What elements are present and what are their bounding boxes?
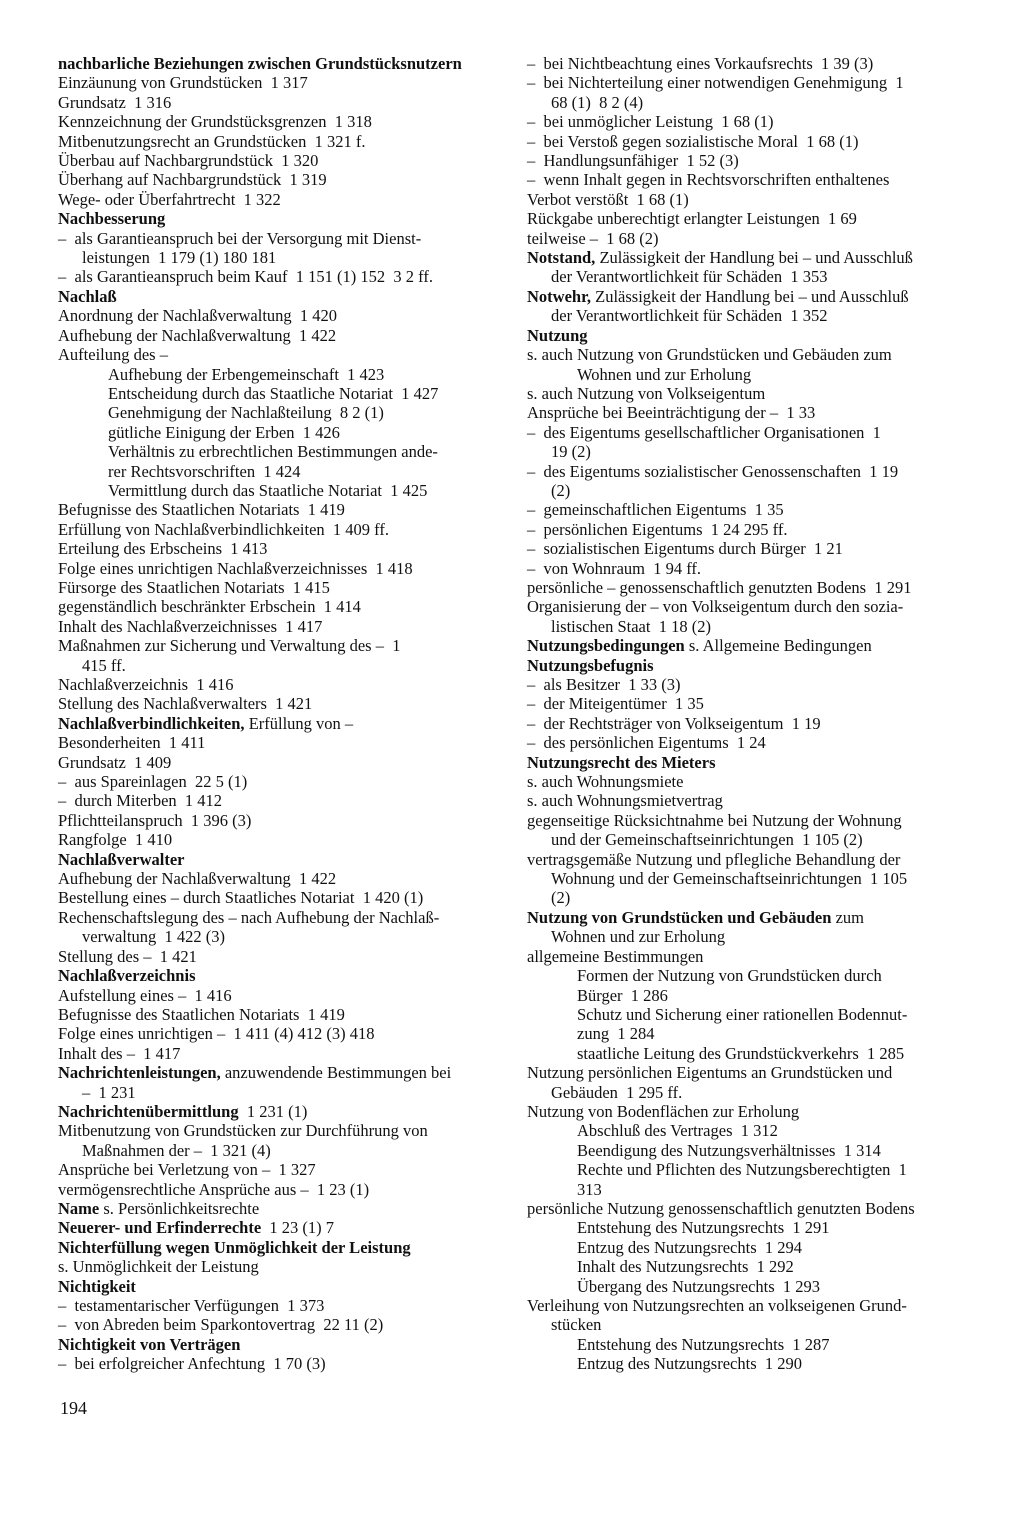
index-heading-line	[527, 326, 967, 345]
index-entry-text: – bei Nichterteilung einer notwendigen Genehmigung 1	[527, 73, 904, 93]
index-entry-line	[58, 1121, 498, 1140]
index-entry-line	[527, 403, 967, 422]
index-entry-line	[527, 986, 967, 1005]
index-entry-text: – bei unmöglicher Leistung 1 68 (1)	[527, 112, 774, 132]
index-entry-line	[58, 559, 498, 578]
index-entry-line	[527, 1238, 967, 1257]
index-entry-text: stücken	[551, 1315, 602, 1335]
index-entry-text: Überbau auf Nachbargrundstück 1 320	[58, 151, 319, 171]
index-entry-text: s. Unmöglichkeit der Leistung	[58, 1257, 259, 1277]
index-entry-line	[58, 112, 498, 131]
index-entry-text: 1 231 (1)	[238, 1101, 308, 1121]
index-entry-text: Übergang des Nutzungsrechts 1 293	[577, 1276, 821, 1296]
page-number: 194	[60, 1398, 87, 1418]
index-entry-text: Bestellung eines – durch Staatliches Notariat 1 420 (1)	[58, 888, 424, 908]
index-entry-line	[527, 617, 967, 636]
index-heading: Nachbesserung	[58, 209, 166, 229]
index-entry-line	[527, 1315, 967, 1334]
index-entry-line	[527, 1024, 967, 1043]
index-entry-text: Nachlaßverzeichnis 1 416	[58, 675, 234, 694]
index-entry-line	[58, 267, 498, 286]
index-heading: Nachlaß	[58, 286, 117, 306]
index-heading-line	[527, 248, 967, 267]
index-entry-text: Organisierung der – von Volkseigentum durch den sozia-	[527, 597, 904, 617]
index-entry-text: – 1 231	[82, 1082, 136, 1102]
index-entry-text: Kennzeichnung der Grundstücksgrenzen 1 318	[58, 112, 372, 132]
index-entry-text: Rückgabe unberechtigt erlangter Leistungen 1 69	[527, 209, 857, 229]
index-entry-text: Überhang auf Nachbargrundstück 1 319	[58, 170, 327, 190]
index-entry-text: Mitbenutzung von Grundstücken zur Durchführung von	[58, 1121, 428, 1141]
index-entry-text: allgemeine Bestimmungen	[527, 946, 704, 966]
index-entry-text: Besonderheiten 1 411	[58, 733, 206, 753]
index-entry-text: persönliche – genossenschaftlich genutzten Bodens 1 291	[527, 577, 912, 597]
index-entry-line	[527, 306, 967, 325]
index-entry-text: rer Rechtsvorschriften 1 424	[108, 461, 301, 481]
index-entry-text: – wenn Inhalt gegen in Rechtsvorschriften enthaltenes	[527, 170, 890, 190]
index-entry-line	[527, 1218, 967, 1237]
index-heading-line	[58, 1199, 498, 1218]
index-heading-line	[58, 1335, 498, 1354]
index-entry-text: Ansprüche bei Verletzung von – 1 327	[58, 1160, 316, 1180]
index-entry-line	[58, 636, 498, 655]
index-heading-line	[58, 54, 498, 73]
index-heading-line	[58, 1102, 498, 1121]
index-entry-text: und der Gemeinschaftseinrichtungen 1 105 (2)	[551, 830, 863, 850]
index-heading: Nutzung von Grundstücken und Gebäuden	[527, 907, 832, 927]
index-entry-line	[527, 1005, 967, 1024]
index-heading-line	[527, 908, 967, 927]
index-heading-line	[58, 714, 498, 733]
index-entry-line	[58, 190, 498, 209]
index-entry-line	[58, 326, 498, 345]
index-entry-text: Befugnisse des Staatlichen Notariats 1 419	[58, 500, 345, 520]
index-entry-text: Befugnisse des Staatlichen Notariats 1 419	[58, 1004, 345, 1024]
index-entry-text: – als Garantieanspruch bei der Versorgung mit Dienst-	[58, 228, 422, 248]
index-entry-text: Bürger 1 286	[577, 985, 668, 1005]
index-entry-text: zum	[831, 907, 864, 927]
index-entry-text: s. auch Wohnungsmiete	[527, 772, 684, 792]
index-entry-line	[58, 384, 498, 403]
index-heading: Neuerer- und Erfinderrechte	[58, 1218, 262, 1238]
index-entry-line	[58, 791, 498, 810]
index-entry-line	[58, 539, 498, 558]
index-entry-text: anzuwendende Bestimmungen bei	[220, 1063, 452, 1083]
index-entry-text: Wege- oder Überfahrtrecht 1 322	[58, 189, 281, 209]
index-heading-line	[58, 1238, 498, 1257]
index-entry-line	[527, 93, 967, 112]
index-entry-line	[58, 986, 498, 1005]
index-entry-text: s. auch Wohnungsmietvertrag	[527, 791, 723, 811]
index-entry-line	[58, 170, 498, 189]
index-entry-text: Entstehung des Nutzungsrechts 1 291	[577, 1218, 830, 1238]
index-entry-line	[527, 423, 967, 442]
index-entry-text: Entstehung des Nutzungsrechts 1 287	[577, 1334, 830, 1354]
index-entry-line	[527, 365, 967, 384]
index-entry-line	[58, 675, 498, 694]
index-entry-text: Fürsorge des Staatlichen Notariats 1 415	[58, 577, 330, 597]
index-entry-line	[527, 1257, 967, 1276]
index-entry-text: Einzäunung von Grundstücken 1 317	[58, 73, 308, 93]
index-entry-line	[527, 462, 967, 481]
index-heading-line	[527, 753, 967, 772]
index-entry-text: – durch Miterben 1 412	[58, 791, 223, 811]
index-entry-line	[58, 481, 498, 500]
index-entry-line	[58, 1141, 498, 1160]
index-entry-line	[527, 1044, 967, 1063]
index-heading: Nachlaßverbindlichkeiten,	[58, 713, 245, 733]
index-heading: Nachlaßverwalter	[58, 849, 185, 869]
index-entry-text: Stellung des Nachlaßverwalters 1 421	[58, 694, 313, 714]
index-entry-line	[527, 1199, 967, 1218]
index-entry-line	[58, 345, 498, 364]
index-entry-line	[58, 694, 498, 713]
index-entry-text: Verleihung von Nutzungsrechten an volkseigenen Grund-	[527, 1296, 907, 1315]
index-entry-line	[527, 733, 967, 752]
index-entry-line	[58, 73, 498, 92]
index-entry-text: Mitbenutzungsrecht an Grundstücken 1 321 f.	[58, 131, 366, 151]
index-heading: Nachrichtenübermittlung	[58, 1101, 239, 1121]
index-entry-text: 68 (1) 8 2 (4)	[551, 92, 644, 112]
index-entry-text: Anordnung der Nachlaßverwaltung 1 420	[58, 306, 338, 326]
index-entry-line	[58, 617, 498, 636]
index-entry-text: Inhalt des Nachlaßverzeichnisses 1 417	[58, 616, 323, 636]
index-entry-text: teilweise – 1 68 (2)	[527, 228, 659, 248]
index-entry-line	[58, 656, 498, 675]
index-entry-text: Aufstellung eines – 1 416	[58, 985, 232, 1005]
index-entry-text: Inhalt des Nutzungsrechts 1 292	[577, 1257, 794, 1277]
index-entry-line	[58, 93, 498, 112]
index-entry-line	[527, 151, 967, 170]
index-entry-line	[527, 132, 967, 151]
index-entry-text: Rechte und Pflichten des Nutzungsberechtigten 1	[577, 1160, 907, 1180]
index-entry-text: Wohnen und zur Erholung	[577, 364, 752, 384]
index-heading-line	[58, 1218, 498, 1237]
index-entry-line	[527, 811, 967, 830]
index-entry-text: verwaltung 1 422 (3)	[82, 927, 225, 947]
index-entry-line	[527, 850, 967, 869]
index-entry-text: der Verantwortlichkeit für Schäden 1 353	[551, 267, 828, 287]
index-entry-line	[527, 559, 967, 578]
index-entry-line	[527, 1277, 967, 1296]
index-entry-line	[58, 811, 498, 830]
index-entry-line	[527, 791, 967, 810]
index-entry-line	[58, 403, 498, 422]
index-entry-text: leistungen 1 179 (1) 180 181	[82, 248, 277, 268]
index-entry-line	[527, 694, 967, 713]
index-entry-text: Grundsatz 1 409	[58, 752, 172, 772]
index-entry-line	[58, 908, 498, 927]
index-entry-line	[58, 1044, 498, 1063]
index-entry-text: – als Garantieanspruch beim Kauf 1 151 (1) 152 3 2 ff.	[58, 267, 433, 287]
index-entry-line	[527, 539, 967, 558]
index-heading-line	[58, 1063, 498, 1082]
index-heading-line	[527, 287, 967, 306]
index-entry-text: Verbot verstößt 1 68 (1)	[527, 189, 689, 209]
index-heading: Nutzungsbefugnis	[527, 655, 654, 675]
index-entry-text: Folge eines unrichtigen – 1 411 (4) 412 (3) 418	[58, 1024, 375, 1044]
index-entry-line	[527, 209, 967, 228]
index-entry-line	[58, 248, 498, 267]
index-entry-text: – als Besitzer 1 33 (3)	[527, 675, 681, 694]
index-entry-text: Zulässigkeit der Handlung bei – und Ausschluß	[591, 286, 909, 306]
index-entry-line	[527, 54, 967, 73]
index-entry-text: Wohnen und zur Erholung	[551, 927, 726, 947]
index-entry-text: Pflichtteilanspruch 1 396 (3)	[58, 810, 252, 830]
index-entry-line	[58, 1160, 498, 1179]
index-heading: Notstand,	[527, 248, 596, 268]
index-entry-line	[58, 1315, 498, 1334]
index-entry-text: Erteilung des Erbscheins 1 413	[58, 539, 268, 559]
index-heading: Nichtigkeit von Verträgen	[58, 1334, 241, 1354]
index-entry-line	[527, 947, 967, 966]
index-entry-text: Gebäuden 1 295 ff.	[551, 1082, 683, 1102]
index-entry-text: Schutz und Sicherung einer rationellen Bodennut-	[577, 1004, 908, 1024]
index-entry-text: der Verantwortlichkeit für Schäden 1 352	[551, 306, 828, 326]
index-heading-line	[58, 1277, 498, 1296]
index-entry-text: Genehmigung der Nachlaßteilung 8 2 (1)	[108, 403, 384, 423]
index-entry-text: staatliche Leitung des Grundstückverkehrs 1 285	[577, 1043, 905, 1063]
index-entry-line	[527, 578, 967, 597]
index-entry-line	[527, 267, 967, 286]
index-entry-line	[58, 1180, 498, 1199]
index-heading-line	[58, 850, 498, 869]
index-entry-line	[58, 1005, 498, 1024]
index-entry-line	[58, 365, 498, 384]
index-entry-line	[527, 1141, 967, 1160]
index-column-left	[58, 54, 498, 1374]
index-heading: Notwehr,	[527, 286, 592, 306]
index-entry-line	[527, 772, 967, 791]
index-entry-line	[58, 423, 498, 442]
index-entry-text: Folge eines unrichtigen Nachlaßverzeichnisses 1 418	[58, 558, 413, 578]
index-entry-text: persönliche Nutzung genossenschaftlich genutzten Bodens	[527, 1198, 915, 1218]
index-entry-line	[58, 578, 498, 597]
index-entry-text: – sozialistischen Eigentums durch Bürger 1 21	[527, 539, 843, 559]
index-entry-text: – aus Spareinlagen 22 5 (1)	[58, 772, 248, 792]
index-entry-text: – testamentarischer Verfügungen 1 373	[58, 1296, 325, 1315]
index-entry-text: – der Rechtsträger von Volkseigentum 1 19	[527, 713, 821, 733]
index-entry-line	[58, 947, 498, 966]
index-entry-text: – des persönlichen Eigentums 1 24	[527, 733, 766, 753]
index-entry-text: Aufhebung der Nachlaßverwaltung 1 422	[58, 869, 337, 889]
index-entry-line	[527, 500, 967, 519]
index-heading: Nutzung	[527, 325, 588, 345]
index-entry-text: 19 (2)	[551, 442, 591, 462]
index-entry-text: Erfüllung von Nachlaßverbindlichkeiten 1 409 ff.	[58, 519, 389, 539]
index-entry-text: gegenständlich beschränkter Erbschein 1 414	[58, 597, 361, 617]
index-heading: Name	[58, 1198, 100, 1218]
index-entry-line	[58, 229, 498, 248]
index-entry-text: Rangfolge 1 410	[58, 830, 173, 850]
index-entry-text: – bei erfolgreicher Anfechtung 1 70 (3)	[58, 1354, 326, 1374]
index-entry-text: Formen der Nutzung von Grundstücken durch	[577, 966, 882, 986]
index-entry-text: Maßnahmen zur Sicherung und Verwaltung des – 1	[58, 636, 401, 656]
index-entry-line	[527, 520, 967, 539]
index-entry-text: Rechenschaftslegung des – nach Aufhebung der Nachlaß-	[58, 907, 440, 927]
index-heading: Nutzungsrecht des Mieters	[527, 752, 716, 772]
index-entry-text: vertragsgemäße Nutzung und pflegliche Behandlung der	[527, 849, 901, 869]
index-entry-line	[58, 772, 498, 791]
index-entry-line	[58, 888, 498, 907]
index-heading-line	[58, 209, 498, 228]
index-entry-line	[527, 1121, 967, 1140]
index-entry-line	[58, 1257, 498, 1276]
index-entry-text: gütliche Einigung der Erben 1 426	[108, 422, 340, 442]
index-entry-line	[527, 442, 967, 461]
index-entry-text: Abschluß des Vertrages 1 312	[577, 1121, 778, 1141]
index-entry-line	[58, 733, 498, 752]
index-entry-text: Entzug des Nutzungsrechts 1 294	[577, 1237, 802, 1257]
index-entry-text: 415 ff.	[82, 655, 126, 675]
index-entry-text: – persönlichen Eigentums 1 24 295 ff.	[527, 519, 788, 539]
index-entry-line	[527, 1180, 967, 1199]
index-entry-text: (2)	[551, 888, 571, 908]
index-entry-text: – Handlungsunfähiger 1 52 (3)	[527, 151, 739, 171]
index-entry-text: – von Wohnraum 1 94 ff.	[527, 558, 702, 578]
index-entry-line	[527, 112, 967, 131]
index-entry-line	[58, 151, 498, 170]
index-entry-text: Stellung des – 1 421	[58, 946, 197, 966]
index-entry-text: – bei Nichtbeachtung eines Vorkaufsrechts 1 39 (3)	[527, 54, 874, 73]
index-entry-line	[527, 597, 967, 616]
index-entry-text: Grundsatz 1 316	[58, 92, 172, 112]
index-heading-line	[527, 656, 967, 675]
index-entry-line	[58, 500, 498, 519]
index-entry-line	[527, 73, 967, 92]
index-entry-text: Zulässigkeit der Handlung bei – und Ausschluß	[595, 248, 913, 268]
index-heading-line	[58, 966, 498, 985]
index-entry-text: Verhältnis zu erbrechtlichen Bestimmungen ande-	[108, 442, 438, 462]
index-heading-line	[527, 636, 967, 655]
index-entry-text: Inhalt des – 1 417	[58, 1043, 181, 1063]
index-entry-line	[58, 869, 498, 888]
index-entry-text: Beendigung des Nutzungsverhältnisses 1 314	[577, 1140, 881, 1160]
index-entry-line	[58, 830, 498, 849]
index-entry-text: 313	[577, 1179, 602, 1199]
index-entry-line	[527, 1063, 967, 1082]
index-entry-line	[58, 462, 498, 481]
index-entry-line	[58, 1083, 498, 1102]
index-entry-line	[58, 306, 498, 325]
index-entry-line	[527, 229, 967, 248]
index-entry-line	[527, 190, 967, 209]
index-entry-text: s. Persönlichkeitsrechte	[99, 1198, 260, 1218]
index-entry-line	[527, 1354, 967, 1373]
index-entry-text: listischen Staat 1 18 (2)	[551, 616, 711, 636]
index-entry-line	[527, 830, 967, 849]
index-entry-text: Aufteilung des –	[58, 345, 168, 365]
index-entry-line	[58, 1024, 498, 1043]
index-entry-text: s. Allgemeine Bedingungen	[684, 636, 872, 656]
index-entry-line	[527, 869, 967, 888]
index-entry-text: Aufhebung der Nachlaßverwaltung 1 422	[58, 325, 337, 345]
index-entry-line	[527, 1102, 967, 1121]
index-heading: Nachrichtenleistungen,	[58, 1063, 221, 1083]
index-entry-text: Nutzung persönlichen Eigentums an Grundstücken und	[527, 1063, 893, 1083]
index-entry-text: Entzug des Nutzungsrechts 1 290	[577, 1354, 802, 1374]
index-entry-text: zung 1 284	[577, 1024, 655, 1044]
index-heading: Nutzungsbedingungen	[527, 636, 685, 656]
index-heading: nachbarliche Beziehungen zwischen Grundstücksnutzern	[58, 54, 462, 73]
index-entry-text: vermögensrechtliche Ansprüche aus – 1 23 (1)	[58, 1179, 370, 1199]
index-entry-line	[58, 1296, 498, 1315]
index-entry-line	[527, 481, 967, 500]
index-entry-line	[58, 927, 498, 946]
index-entry-text: Aufhebung der Erbengemeinschaft 1 423	[108, 364, 385, 384]
index-entry-line	[527, 384, 967, 403]
index-entry-line	[58, 597, 498, 616]
index-entry-line	[527, 927, 967, 946]
index-entry-text: s. auch Nutzung von Volkseigentum	[527, 383, 766, 403]
index-entry-text: – gemeinschaftlichen Eigentums 1 35	[527, 500, 784, 520]
index-entry-text: – der Miteigentümer 1 35	[527, 694, 704, 714]
index-entry-text: gegenseitige Rücksichtnahme bei Nutzung der Wohnung	[527, 810, 902, 830]
index-entry-line	[527, 888, 967, 907]
index-entry-line	[527, 345, 967, 364]
index-entry-text: Erfüllung von –	[244, 713, 354, 733]
index-entry-text: – des Eigentums sozialistischer Genossenschaften 1 19	[527, 461, 899, 481]
index-entry-text: Entscheidung durch das Staatliche Notariat 1 427	[108, 383, 439, 403]
index-entry-line	[527, 714, 967, 733]
index-entry-text: (2)	[551, 480, 571, 500]
index-entry-text: Nutzung von Bodenflächen zur Erholung	[527, 1101, 800, 1121]
index-entry-text: – des Eigentums gesellschaftlicher Organisationen 1	[527, 422, 881, 442]
index-entry-line	[58, 442, 498, 461]
index-entry-line	[527, 170, 967, 189]
index-entry-line	[527, 1335, 967, 1354]
index-entry-text: Wohnung und der Gemeinschaftseinrichtungen 1 105	[551, 869, 908, 889]
index-entry-line	[58, 753, 498, 772]
index-entry-line	[527, 966, 967, 985]
index-heading: Nichterfüllung wegen Unmöglichkeit der Leistung	[58, 1237, 411, 1257]
index-entry-text: Maßnahmen der – 1 321 (4)	[82, 1140, 271, 1160]
index-heading: Nichtigkeit	[58, 1276, 136, 1296]
index-entry-line	[58, 132, 498, 151]
index-entry-line	[58, 520, 498, 539]
index-entry-text: 1 23 (1) 7	[261, 1218, 335, 1238]
index-heading-line	[58, 287, 498, 306]
index-entry-text: s. auch Nutzung von Grundstücken und Gebäuden zum	[527, 345, 892, 365]
index-entry-line	[527, 1160, 967, 1179]
index-entry-line	[527, 1083, 967, 1102]
index-column-right	[527, 54, 967, 1374]
index-entry-text: Vermittlung durch das Staatliche Notariat 1 425	[108, 480, 428, 500]
index-entry-text: – bei Verstoß gegen sozialistische Moral 1 68 (1)	[527, 131, 859, 151]
index-heading: Nachlaßverzeichnis	[58, 966, 196, 986]
index-entry-line	[527, 675, 967, 694]
index-entry-line	[58, 1354, 498, 1373]
index-entry-text: Ansprüche bei Beeinträchtigung der – 1 33	[527, 403, 816, 423]
index-entry-line	[527, 1296, 967, 1315]
index-entry-text: – von Abreden beim Sparkontovertrag 22 11 (2)	[58, 1315, 384, 1335]
